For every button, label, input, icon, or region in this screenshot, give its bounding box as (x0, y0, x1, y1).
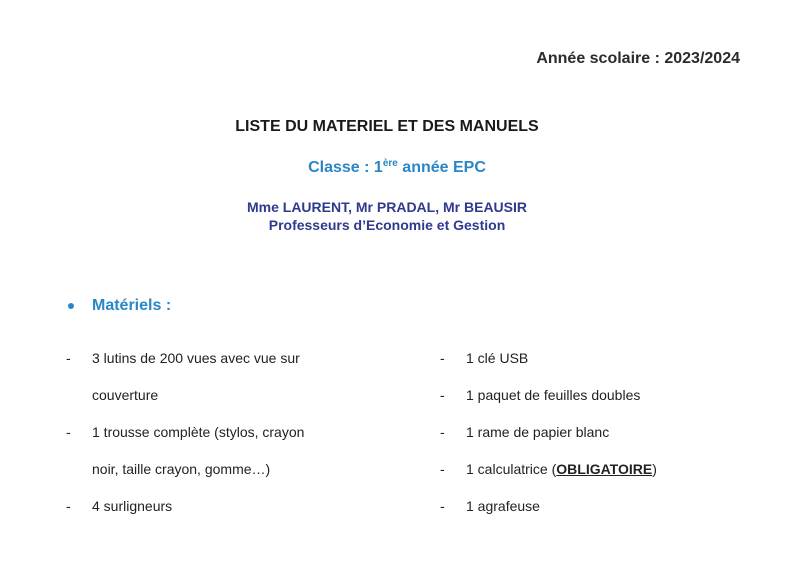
list-item (66, 488, 366, 525)
list-item-text-end: ) (652, 461, 657, 477)
class-suffix: année EPC (397, 159, 486, 176)
dash-marker: - (440, 350, 445, 366)
class-prefix: Classe : 1 (308, 159, 383, 176)
document-title-text: LISTE DU MATERIEL ET DES MANUELS (235, 118, 539, 135)
list-item (440, 488, 740, 525)
list-item (66, 414, 366, 488)
materials-left-column (66, 340, 366, 525)
school-year: Année scolaire : 2023/2024 (536, 50, 740, 67)
list-item-text: 4 surligneurs (92, 498, 173, 514)
list-item-text: 1 trousse complète (stylos, crayon (92, 424, 305, 440)
dash-marker: - (440, 424, 445, 440)
list-item (440, 414, 740, 451)
list-item-text: 3 lutins de 200 vues avec vue sur (92, 350, 300, 366)
teachers-block (0, 198, 794, 234)
list-item-text: 1 clé USB (466, 350, 529, 366)
dash-marker: - (66, 498, 71, 514)
class-superscript: ère (382, 158, 398, 169)
dash-marker: - (440, 498, 445, 514)
list-item (440, 451, 740, 488)
dash-marker: - (440, 461, 445, 477)
teacher-names: Mme LAURENT, Mr PRADAL, Mr BEAUSIR (246, 199, 527, 215)
dash-marker: - (66, 350, 71, 366)
teacher-role: Professeurs d’Economie et Gestion (268, 217, 506, 233)
dash-marker: - (66, 424, 71, 440)
materials-heading (68, 297, 171, 315)
list-item (440, 340, 740, 377)
dash-marker: - (440, 387, 445, 403)
mandatory-emphasis: OBLIGATOIRE (556, 461, 653, 477)
list-item (440, 377, 740, 414)
list-item-text: 1 paquet de feuilles doubles (466, 387, 641, 403)
list-item (66, 340, 366, 414)
list-item-text: 1 calculatrice ( (466, 461, 557, 477)
materials-right-column (440, 340, 740, 525)
class-line (0, 158, 794, 177)
bullet-icon (68, 303, 74, 309)
list-item-text: noir, taille crayon, gomme…) (92, 461, 271, 477)
list-item-text: couverture (92, 387, 159, 403)
list-item-text: 1 agrafeuse (466, 498, 540, 514)
materials-heading-text: Matériels : (92, 297, 172, 314)
list-item-text: 1 rame de papier blanc (466, 424, 610, 440)
document-title (0, 118, 794, 136)
